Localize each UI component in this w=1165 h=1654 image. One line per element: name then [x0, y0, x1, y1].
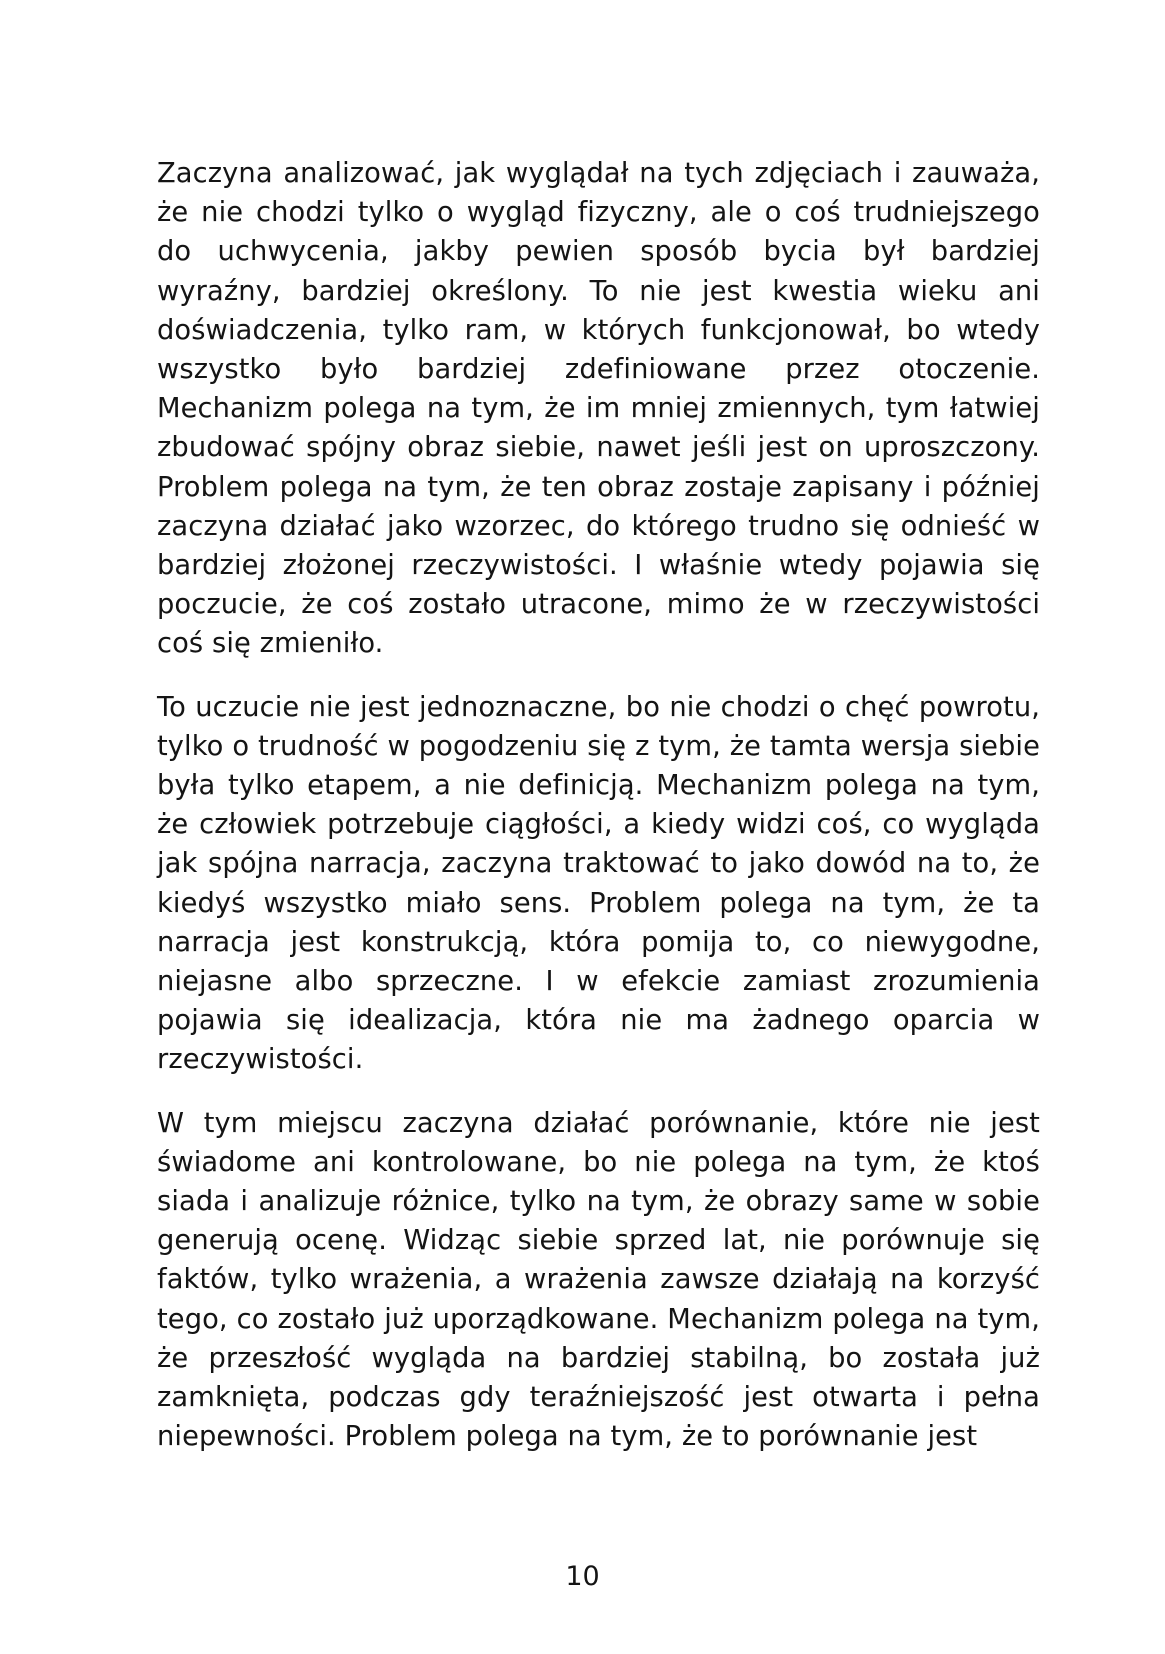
paragraph-2: To uczucie nie jest jednoznaczne, bo nie chodzi o chęć powrotu, tylko o trudność w pogodzeniu się z tym, że tamta wersja siebie była tylko etapem, a nie definicją. Mechanizm polega na tym, że człowiek potrzebuje ciągłości, a kiedy widzi coś, co wygląda jak spójna narracja, zaczyna traktować to jako dowód na to, że kiedyś wszystko miało sens. Problem polega na tym, że ta narracja jest konstrukcją, która pomija to, co niewygodne, niejasne albo sprzeczne. I w efekcie zamiast zrozumienia pojawia się idealizacja, która nie ma żadnego oparcia w rzeczywistości. [157, 691, 1040, 1076]
paragraph-1: Zaczyna analizować, jak wyglądał na tych zdjęciach i zauważa, że nie chodzi tylko o wygląd fizyczny, ale o coś trudniejszego do uchwycenia, jakby pewien sposób bycia był bardziej wyraźny, bardziej określony. To nie jest kwestia wieku ani doświadczenia, tylko ram, w których funkcjonował, bo wtedy wszystko było bardziej zdefiniowane przez otoczenie. Mechanizm polega na tym, że im mniej zmiennych, tym łatwiej zbudować spójny obraz siebie, nawet jeśli jest on uproszczony. Problem polega na tym, że ten obraz zostaje zapisany i później zaczyna działać jako wzorzec, do którego trudno się odnieść w bardziej złożonej rzeczywistości. I właśnie wtedy pojawia się poczucie, że coś zostało utracone, mimo że w rzeczywistości coś się zmieniło. [157, 158, 1040, 660]
text-column [157, 154, 1040, 1481]
page-number: 10 [565, 1561, 600, 1592]
paragraph-3: W tym miejscu zaczyna działać porównanie, które nie jest świadome ani kontrolowane, bo nie polega na tym, że ktoś siada i analizuje różnice, tylko na tym, że obrazy same w sobie generują ocenę. Widząc siebie sprzed lat, nie porównuje się faktów, tylko wrażenia, a wrażenia zawsze działają na korzyść tego, co zostało już uporządkowane. Mechanizm polega na tym, że przeszłość wygląda na bardziej stabilną, bo została już zamknięta, podczas gdy teraźniejszość jest otwarta i pełna niepewności. Problem polega na tym, że to porównanie jest [157, 1107, 1040, 1453]
